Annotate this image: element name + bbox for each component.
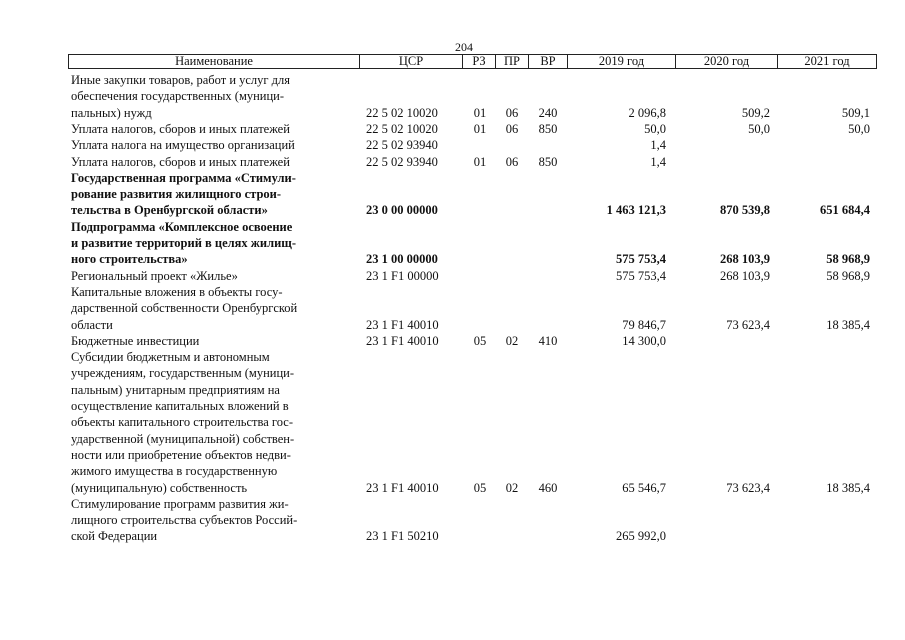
row-vr: 240 [538,105,558,120]
row-csr: 23 1 F1 40010 [366,317,439,332]
row-name-line: ности или приобретение объектов недви- [71,447,291,462]
row-name-line: Подпрограмма «Комплексное освоение [71,219,293,234]
row-name-line: и развитие территорий в целях жилищ- [71,236,296,250]
row-y2019: 265 992,0 [616,529,666,544]
row-y2019: 1 463 121,3 [606,203,666,218]
row-y2021: 58 968,9 [826,252,870,267]
header-name: Наименование [68,54,360,69]
row-name-line: Иные закупки товаров, работ и услуг для [71,73,291,87]
row-name-line: жимого имущества в государственную [71,464,278,479]
row-rz: 05 [473,333,487,348]
row-name-line: Государственная программа «Стимули- [71,170,296,185]
row-vr: 850 [538,154,558,169]
row-vr: 460 [538,480,558,495]
row-name-line: учреждениям, государственным (муници- [71,366,294,381]
row-y2019: 575 753,4 [616,252,666,267]
row-name-line: объекты капитального строительства гос- [71,415,294,430]
row-name-line: Стимулирование программ развития жи- [71,496,289,511]
row-name-line: Региональный проект «Жилье» [71,268,238,283]
row-name-line: пальных) нужд [71,105,152,120]
row-y2021: 18 385,4 [826,480,870,495]
row-pr: 02 [505,333,519,348]
row-y2020: 509,2 [741,105,770,120]
header-2020: 2020 год [675,54,778,69]
row-name-line: осуществление капитальных вложений в [71,399,289,413]
row-name-line: рование развития жилищного строи- [71,187,282,202]
row-y2019: 2 096,8 [628,105,666,120]
row-rz: 01 [473,154,487,169]
row-name-line: тельства в Оренбургской области» [71,203,268,218]
header-2021: 2021 год [777,54,877,69]
header-2019: 2019 год [567,54,676,69]
row-pr: 06 [505,105,519,120]
header-csr: ЦСР [359,54,463,69]
row-name-line: ударственной (муниципальной) собствен- [71,431,295,446]
row-name-line: области [71,317,113,332]
row-name-line: ного строительства» [71,252,188,267]
row-name-line: Уплата налога на имущество организаций [71,138,295,153]
row-y2021: 18 385,4 [826,317,870,332]
row-y2020: 870 539,8 [720,203,770,218]
row-rz: 01 [473,105,487,120]
row-name-line: пальным) унитарным предприятиям на [71,382,280,397]
row-csr: 23 1 F1 50210 [366,529,439,544]
row-vr: 850 [538,121,558,136]
row-y2019: 1,4 [650,154,666,169]
row-name-line: обеспечения государственных (муници- [71,89,285,104]
row-csr: 22 5 02 93940 [366,154,438,169]
header-vr: ВР [528,54,568,69]
row-y2020: 50,0 [748,121,770,136]
row-y2020: 73 623,4 [726,480,770,495]
row-pr: 06 [505,121,519,136]
row-name-line: Субсидии бюджетным и автономным [71,350,270,365]
row-name-line: лищного строительства субъектов Россий- [71,513,298,528]
row-y2019: 79 846,7 [622,317,666,332]
row-csr: 22 5 02 10020 [366,105,438,120]
row-y2021: 509,1 [841,105,870,120]
row-y2020: 268 103,9 [720,252,770,267]
row-pr: 06 [505,154,519,169]
row-name-line: дарственной собственности Оренбургской [71,301,298,316]
row-csr: 23 0 00 00000 [366,203,438,218]
row-vr: 410 [538,333,558,348]
row-name-line: Капитальные вложения в объекты госу- [71,284,283,299]
header-pr: ПР [495,54,529,69]
row-csr: 23 1 F1 40010 [366,480,439,495]
row-csr: 23 1 F1 40010 [366,333,439,348]
row-name-line: Уплата налогов, сборов и иных платежей [71,121,290,136]
row-name-line: Уплата налогов, сборов и иных платежей [71,154,290,169]
row-name-line: (муниципальную) собственность [71,480,248,495]
row-y2019: 1,4 [650,138,666,153]
row-csr: 22 5 02 10020 [366,121,438,136]
row-rz: 05 [473,480,487,495]
row-csr: 23 1 F1 00000 [366,268,439,283]
row-csr: 22 5 02 93940 [366,138,438,153]
row-y2019: 65 546,7 [622,480,666,495]
row-y2020: 73 623,4 [726,317,770,332]
header-rz: РЗ [462,54,496,69]
row-name-line: Бюджетные инвестиции [71,333,200,348]
row-y2021: 50,0 [848,121,870,136]
row-y2019: 575 753,4 [616,268,666,283]
page-number: 204 [455,40,473,54]
row-y2020: 268 103,9 [720,268,770,283]
row-name-line: ской Федерации [71,529,158,544]
row-csr: 23 1 00 00000 [366,252,438,267]
row-y2021: 651 684,4 [820,203,870,218]
row-y2019: 50,0 [644,121,666,136]
row-rz: 01 [473,121,487,136]
row-pr: 02 [505,480,519,495]
row-y2019: 14 300,0 [622,333,666,348]
row-y2021: 58 968,9 [826,268,870,283]
